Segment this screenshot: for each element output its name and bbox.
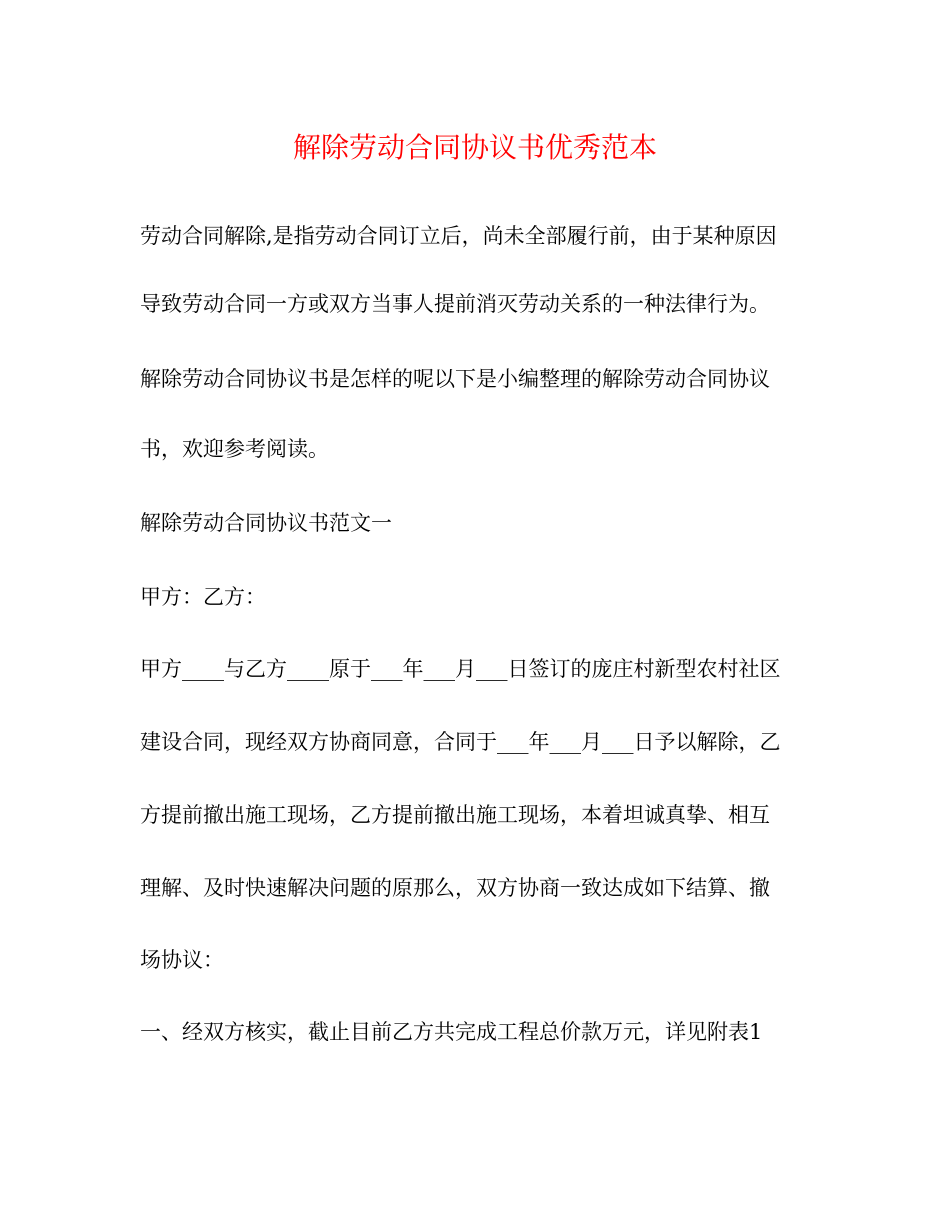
paragraph-line: 导致劳动合同一方或双方当事人提前消灭劳动关系的一种法律行为。 [140,292,770,316]
paragraph-line: 书，欢迎参考阅读。 [140,437,329,461]
parties-line: 甲方：乙方： [140,585,266,609]
clause-line: 一、经双方核实，截止目前乙方共完成工程总价款万元，详见附表1 [140,1020,763,1044]
section-heading: 解除劳动合同协议书范文一 [140,511,392,535]
document-title: 解除劳动合同协议书优秀范本 [292,131,657,164]
paragraph-line: 方提前撤出施工现场，乙方提前撤出施工现场，本着坦诚真挚、相互 [140,803,770,827]
paragraph-line: 建设合同，现经双方协商同意，合同于___年___月___日予以解除，乙 [140,730,781,754]
paragraph-line: 劳动合同解除,是指劳动合同订立后，尚未全部履行前，由于某种原因 [140,224,777,248]
paragraph-line: 解除劳动合同协议书是怎样的呢以下是小编整理的解除劳动合同协议 [140,367,770,391]
paragraph-line: 甲方____与乙方____原于___年___月___日签订的庞庄村新型农村社区 [140,657,781,681]
paragraph-line: 场协议： [140,948,224,972]
paragraph-line: 理解、及时快速解决问题的原那么，双方协商一致达成如下结算、撤 [140,876,770,900]
